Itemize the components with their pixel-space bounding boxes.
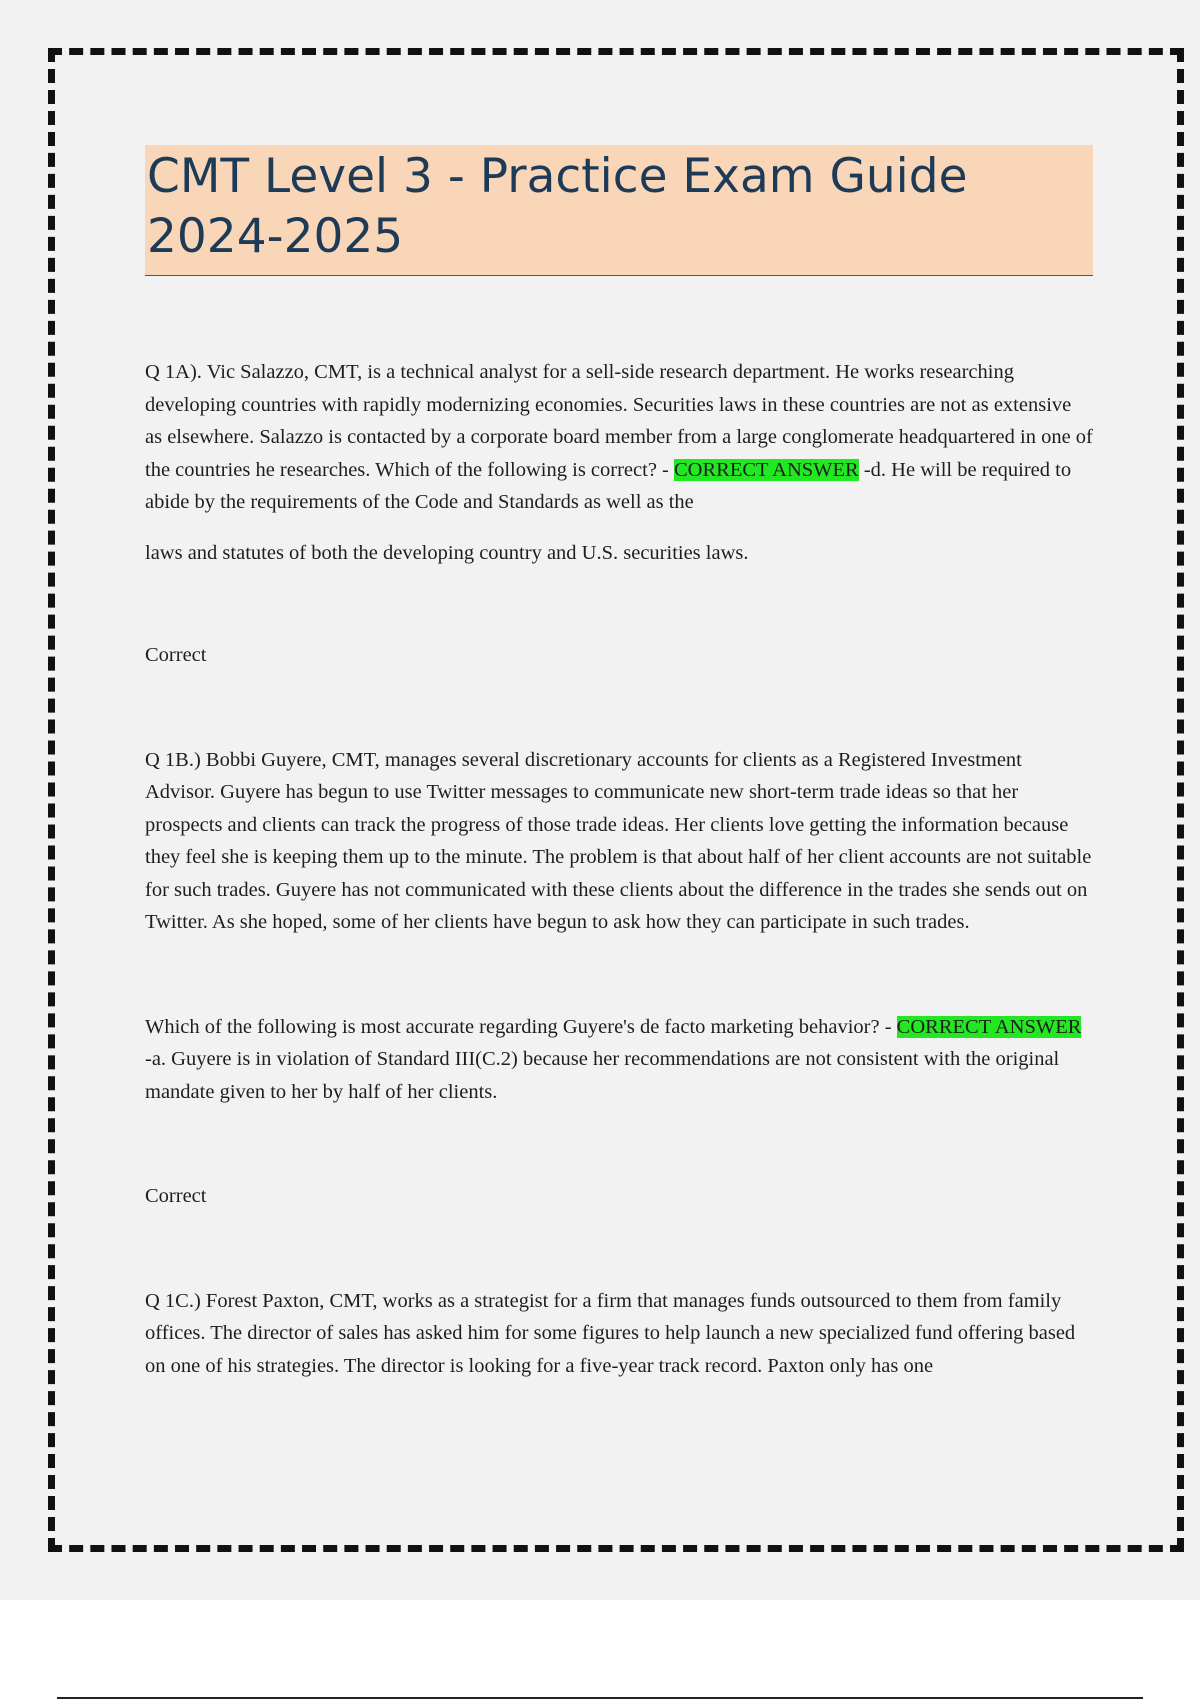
document-content — [145, 145, 1093, 1382]
result-1a: Correct — [145, 644, 207, 666]
page-divider — [57, 1697, 1143, 1699]
correct-answer-highlight-1a: CORRECT ANSWER — [674, 458, 859, 481]
question-1b: Q 1B.) Bobbi Guyere, CMT, manages several discretionary accounts for clients as a Registered Investment Advisor. Guyere has begun to use Twitter messages to communicate new short-term trade ideas so that her prospects and clients can track the progress of those trade ideas. Her clients love getting the information because they feel she is keeping them up to the minute. The problem is that about half of her client accounts are not suitable for such trades. Guyere has not communicated with these clients about the difference in the trades she sends out on Twitter. As she hoped, some of her clients have begun to ask how they can participate in such trades. — [145, 748, 1092, 933]
title-banner — [145, 145, 1093, 276]
correct-answer-highlight-1b: CORRECT ANSWER — [896, 1015, 1082, 1038]
result-1b: Correct — [145, 1185, 207, 1207]
question-1b-followup — [145, 1011, 1093, 1109]
question-1a — [145, 356, 1093, 519]
answer-1a-text: -d. He will be required to abide by the requirements of the Code and Standards as well as the — [145, 458, 1072, 513]
followup-1b-text: Which of the following is most accurate regarding Guyere's de facto marketing behavior? - — [145, 1015, 897, 1038]
answer-1b-text: -a. Guyere is in violation of Standard III(C.2) because her recommendations are not consistent with the original mandate given to her by half of her clients. — [145, 1048, 1060, 1103]
page-title: CMT Level 3 - Practice Exam Guide 2024-2025 — [147, 149, 968, 264]
answer-1a-continuation: laws and statutes of both the developing country and U.S. securities laws. — [145, 541, 749, 564]
question-1a-text: Q 1A). Vic Salazzo, CMT, is a technical analyst for a sell-side research department. He works researching developing countries with rapidly modernizing economies. Securities laws in these countries are not as extensive as elsewhere. Salazzo is contacted by a corporate board member from a large conglomerate headquartered in one of the countries he researches. Which of the following is correct? - — [145, 361, 1093, 481]
question-1c: Q 1C.) Forest Paxton, CMT, works as a strategist for a firm that manages funds outsourced to them from family offices. The director of sales has asked him for some figures to help launch a new specialized fund offering based on one of his strategies. The director is looking for a five-year track record. Paxton only has one — [145, 1289, 1076, 1377]
